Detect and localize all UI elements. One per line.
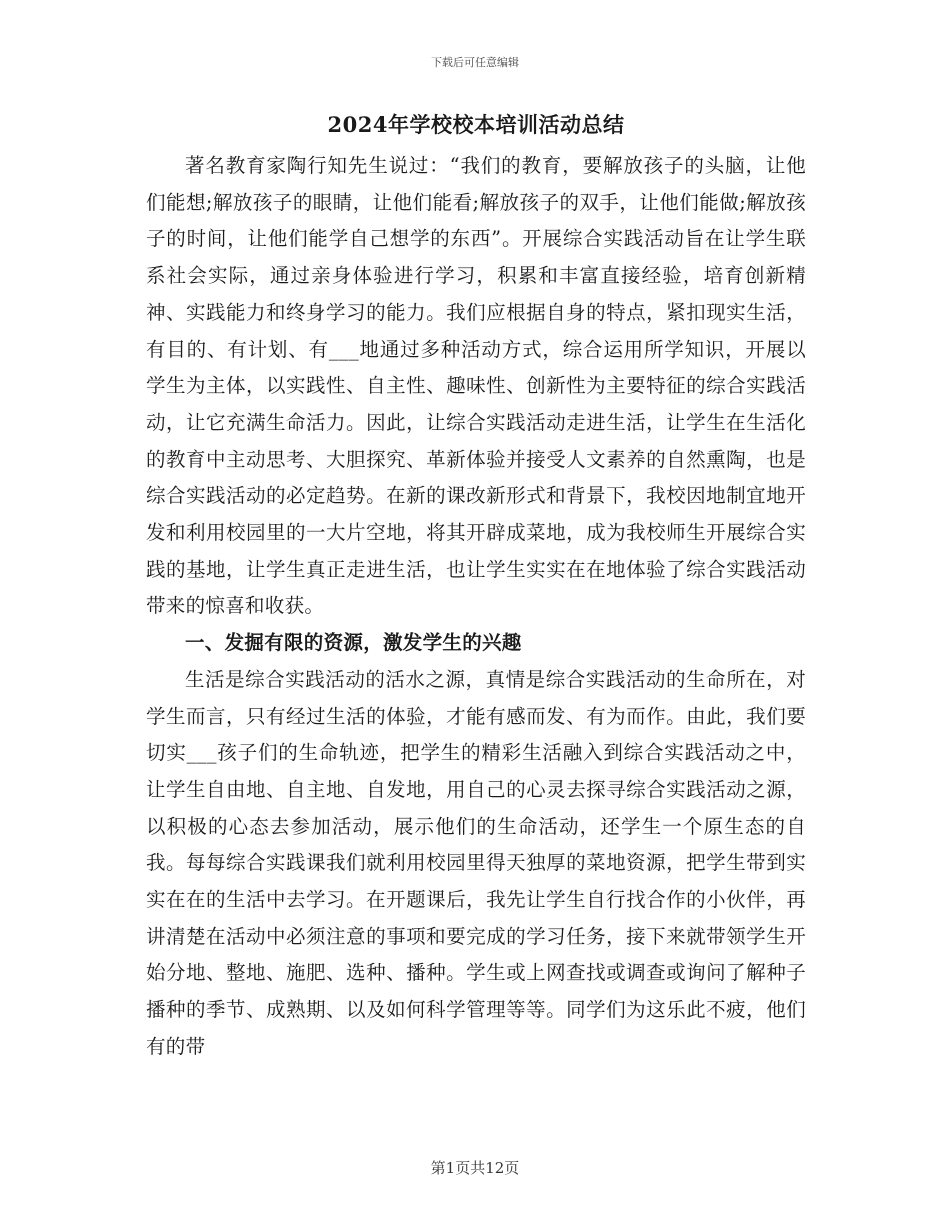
page-number: 第1页共12页	[430, 1159, 520, 1177]
page-header-note: 下载后可任意编辑	[431, 56, 519, 69]
document-body	[146, 108, 806, 1066]
section-1-paragraph: 生活是综合实践活动的活水之源，真情是综合实践活动的生命所在，对学生而言，只有经过生活的体验，才能有感而发、有为而作。由此，我们要切实___孩子们的生命轨迹，把学生的精彩生活融入到综合实践活动之中，让学生自由地、自主地、自发地，用自己的心灵去探寻综合实践活动之源，以积极的心态去参加活动，展示他们的生命活动，还学生一个原生态的自我。每每综合实践课我们就利用校园里得天独厚的菜地资源，把学生带到实实在在的生活中去学习。在开题课后，我先让学生自行找合作的小伙伴，再讲清楚在活动中必须注意的事项和要完成的学习任务，接下来就带领学生开始分地、整地、施肥、选种、播种。学生或上网查找或调查或询问了解种子播种的季节、成熟期、以及如何科学管理等等。同学们为这乐此不疲，他们有的带	[146, 667, 806, 1058]
section-heading-1: 一、发掘有限的资源，激发学生的兴趣	[185, 631, 522, 655]
document-title: 2024年学校校本培训活动总结	[327, 112, 625, 137]
intro-paragraph: 著名教育家陶行知先生说过：“我们的教育，要解放孩子的头脑，让他们能想;解放孩子的眼睛，让他们能看;解放孩子的双手，让他们能做;解放孩子的时间，让他们能学自己想学的东西”。开展综合实践活动旨在让学生联系社会实际，通过亲身体验进行学习，积累和丰富直接经验，培育创新精神、实践能力和终身学习的能力。我们应根据自身的特点，紧扣现实生活，有目的、有计划、有___地通过多种活动方式，综合运用所学知识，开展以学生为主体，以实践性、自主性、趣味性、创新性为主要特征的综合实践活动，让它充满生命活力。因此，让综合实践活动走进生活，让学生在生活化的教育中主动思考、大胆探究、革新体验并接受人文素养的自然熏陶，也是综合实践活动的必定趋势。在新的课改新形式和背景下，我校因地制宜地开发和利用校园里的一大片空地，将其开辟成菜地，成为我校师生开展综合实践的基地，让学生真正走进生活，也让学生实实在在地体验了综合实践活动带来的惊喜和收获。	[146, 154, 806, 618]
